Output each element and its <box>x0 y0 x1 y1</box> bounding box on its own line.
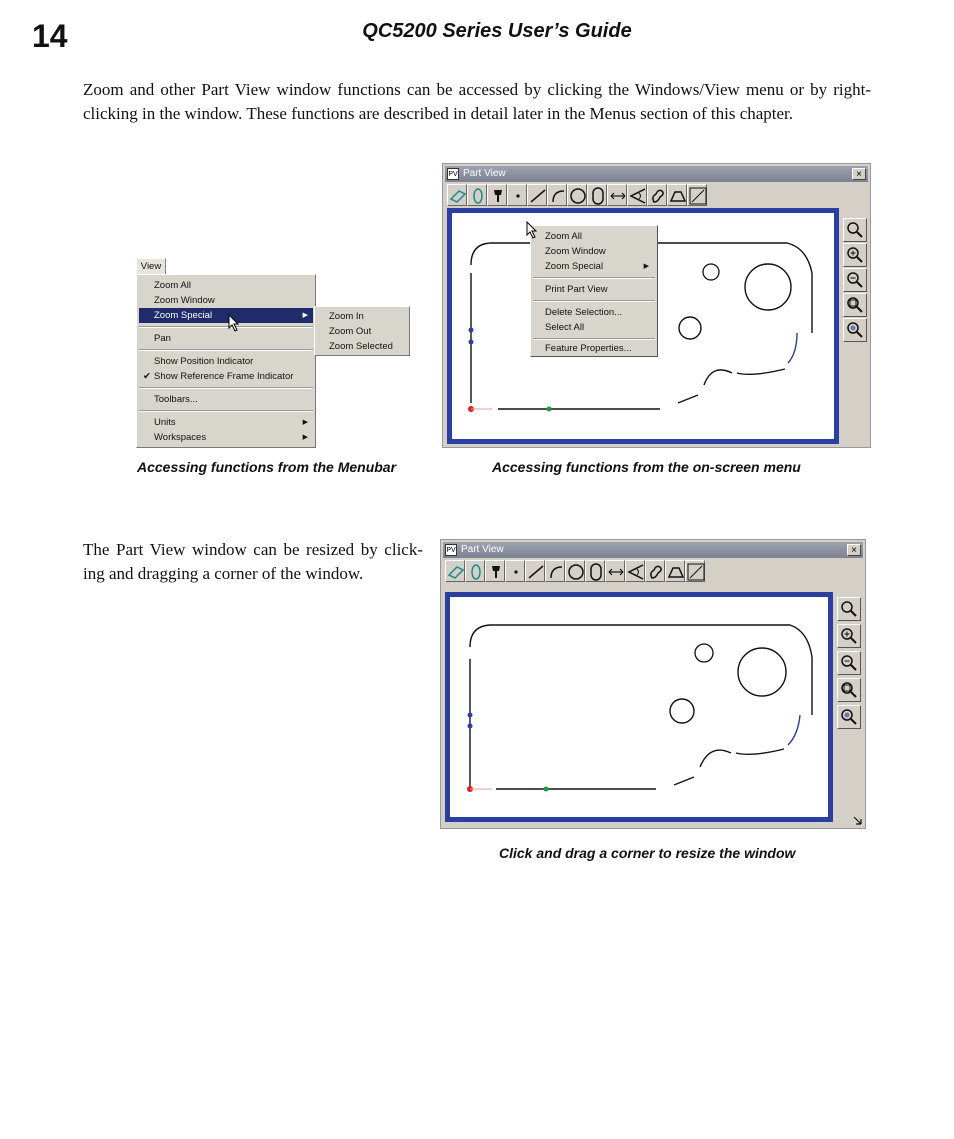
menu-separator <box>139 326 313 328</box>
menu-item-zoom-all[interactable]: Zoom All <box>154 280 191 291</box>
zoom-window-icon <box>846 296 864 314</box>
submenu-item-zoom-out[interactable]: Zoom Out <box>329 326 372 337</box>
menu-separator <box>533 277 655 279</box>
part-view-canvas[interactable] <box>445 592 833 822</box>
tool-button[interactable] <box>665 560 685 582</box>
tool-button[interactable] <box>505 560 525 582</box>
context-menu <box>530 225 658 357</box>
zoom-out-button[interactable] <box>843 268 867 292</box>
profile-icon <box>667 563 685 581</box>
menu-item-zoom-window[interactable]: Zoom Window <box>154 295 215 306</box>
zoom-selected-icon <box>840 708 858 726</box>
context-item-zoom-all[interactable]: Zoom All <box>545 231 582 242</box>
zoom-selected-icon <box>846 321 864 339</box>
window-title-bar[interactable] <box>443 542 863 558</box>
context-item-print-part-view[interactable]: Print Part View <box>545 284 608 295</box>
blob-icon <box>649 187 667 205</box>
tool-button[interactable] <box>445 560 465 582</box>
part-view-window-2 <box>440 539 866 829</box>
tool-button[interactable] <box>487 184 507 206</box>
window-title: Part View <box>461 544 504 555</box>
submenu-item-zoom-selected[interactable]: Zoom Selected <box>329 341 393 352</box>
intro-paragraph: Zoom and other Part View window functions can be accessed by clicking the Windows/View menu or by right-clicking in the window. These functions are described in detail later in the Menus section of this chapter. <box>83 80 871 123</box>
menu-separator <box>533 300 655 302</box>
zoom-in-button[interactable] <box>843 243 867 267</box>
distance-icon <box>607 563 625 581</box>
tool-button[interactable] <box>645 560 665 582</box>
menu-item-show-position-indicator[interactable]: Show Position Indicator <box>154 356 254 367</box>
circle-icon <box>569 187 587 205</box>
part-profile-drawing <box>450 597 828 817</box>
profile-icon <box>669 187 687 205</box>
menu-item-zoom-special[interactable]: Zoom Special ▶ <box>139 308 313 323</box>
resize-paragraph: The Part View window can be resized by click-ing and dragging a corner of the window. <box>83 540 423 583</box>
tool-button[interactable] <box>647 184 667 206</box>
onscreen-menu-caption: Accessing functions from the on-screen menu <box>492 459 801 475</box>
zoom-special-submenu <box>314 306 410 356</box>
point-icon <box>509 187 527 205</box>
zoom-window-icon <box>840 681 858 699</box>
context-item-select-all[interactable]: Select All <box>545 322 585 333</box>
tool-button[interactable] <box>547 184 567 206</box>
part-view-app-icon: PV <box>447 168 459 180</box>
resize-caption: Click and drag a corner to resize the window <box>499 845 796 861</box>
close-button[interactable]: × <box>847 544 861 556</box>
tool-button[interactable] <box>585 560 605 582</box>
menu-separator <box>139 387 313 389</box>
submenu-arrow-icon: ▶ <box>302 312 308 319</box>
angle-icon <box>627 563 645 581</box>
submenu-arrow-icon: ▶ <box>302 434 308 441</box>
page-number: 14 <box>32 18 68 54</box>
resize-grip-icon[interactable] <box>851 814 865 828</box>
tool-button[interactable] <box>667 184 687 206</box>
tool-button[interactable] <box>567 184 587 206</box>
slot-icon <box>589 187 607 205</box>
checkmark-icon: ✔ <box>143 371 151 382</box>
zoom-selected-button[interactable] <box>837 705 861 729</box>
cylinder-icon <box>469 187 487 205</box>
zoom-all-button[interactable] <box>843 218 867 242</box>
tool-button[interactable] <box>627 184 647 206</box>
zoom-all-button[interactable] <box>837 597 861 621</box>
menu-separator <box>533 338 655 340</box>
point-icon <box>507 563 525 581</box>
pv-icon <box>689 187 707 205</box>
menubar-caption: Accessing functions from the Menubar <box>137 459 397 475</box>
submenu-arrow-icon: ▶ <box>643 263 649 270</box>
magnifier-icon <box>846 221 864 239</box>
distance-icon <box>609 187 627 205</box>
slot-icon <box>587 563 605 581</box>
tool-button[interactable] <box>565 560 585 582</box>
tool-button[interactable] <box>605 560 625 582</box>
zoom-in-button[interactable] <box>837 624 861 648</box>
close-button[interactable]: × <box>852 168 866 180</box>
mouse-pointer-icon <box>228 314 240 332</box>
menu-item-show-reference-frame-indicator[interactable]: ✔ Show Reference Frame Indicator <box>143 371 294 382</box>
blob-icon <box>647 563 665 581</box>
tool-button[interactable] <box>465 560 485 582</box>
tool-button[interactable] <box>485 560 505 582</box>
zoom-window-button[interactable] <box>843 293 867 317</box>
cylinder-icon <box>467 563 485 581</box>
view-menu-dropdown <box>136 274 316 448</box>
context-item-feature-properties[interactable]: Feature Properties... <box>545 343 632 354</box>
zoom-in-icon <box>846 246 864 264</box>
zoom-out-icon <box>840 654 858 672</box>
probe-icon <box>489 187 507 205</box>
menubar-screenshot <box>136 258 414 448</box>
part-view-window-1 <box>442 163 871 448</box>
pv-icon <box>687 563 705 581</box>
page-header-title: QC5200 Series User’s Guide <box>362 20 632 42</box>
menu-separator <box>139 349 313 351</box>
view-menu-tab[interactable]: View <box>136 258 166 274</box>
menu-separator <box>139 410 313 412</box>
window-title: Part View <box>463 168 506 179</box>
tool-button[interactable] <box>685 560 705 582</box>
tool-button[interactable] <box>587 184 607 206</box>
zoom-selected-button[interactable] <box>843 318 867 342</box>
context-item-zoom-special[interactable]: Zoom Special ▶ <box>545 261 649 272</box>
zoom-out-icon <box>846 271 864 289</box>
tool-button[interactable] <box>525 560 545 582</box>
magnifier-icon <box>840 600 858 618</box>
context-item-delete-selection[interactable]: Delete Selection... <box>545 307 623 318</box>
submenu-item-zoom-in[interactable]: Zoom In <box>329 311 364 322</box>
window-title-bar[interactable] <box>445 166 868 182</box>
plane-icon <box>449 187 467 205</box>
line-icon <box>529 187 547 205</box>
arc-icon <box>549 187 567 205</box>
circle-icon <box>567 563 585 581</box>
menu-item-pan[interactable]: Pan <box>154 333 171 344</box>
arc-icon <box>547 563 565 581</box>
tool-button[interactable] <box>687 184 707 206</box>
menu-item-workspaces[interactable]: Workspaces ▶ <box>154 432 308 443</box>
menu-item-units[interactable]: Units ▶ <box>154 417 308 428</box>
part-view-canvas[interactable] <box>447 208 839 444</box>
tool-button[interactable] <box>527 184 547 206</box>
tool-button[interactable] <box>507 184 527 206</box>
context-item-zoom-window[interactable]: Zoom Window <box>545 246 606 257</box>
angle-icon <box>629 187 647 205</box>
part-view-app-icon: PV <box>445 544 457 556</box>
submenu-arrow-icon: ▶ <box>302 419 308 426</box>
mouse-pointer-icon <box>526 221 538 239</box>
tool-button[interactable] <box>447 184 467 206</box>
tool-button[interactable] <box>625 560 645 582</box>
zoom-out-button[interactable] <box>837 651 861 675</box>
tool-button[interactable] <box>607 184 627 206</box>
zoom-window-button[interactable] <box>837 678 861 702</box>
tool-button[interactable] <box>545 560 565 582</box>
probe-icon <box>487 563 505 581</box>
plane-icon <box>447 563 465 581</box>
menu-item-toolbars[interactable]: Toolbars... <box>154 394 198 405</box>
zoom-in-icon <box>840 627 858 645</box>
line-icon <box>527 563 545 581</box>
tool-button[interactable] <box>467 184 487 206</box>
